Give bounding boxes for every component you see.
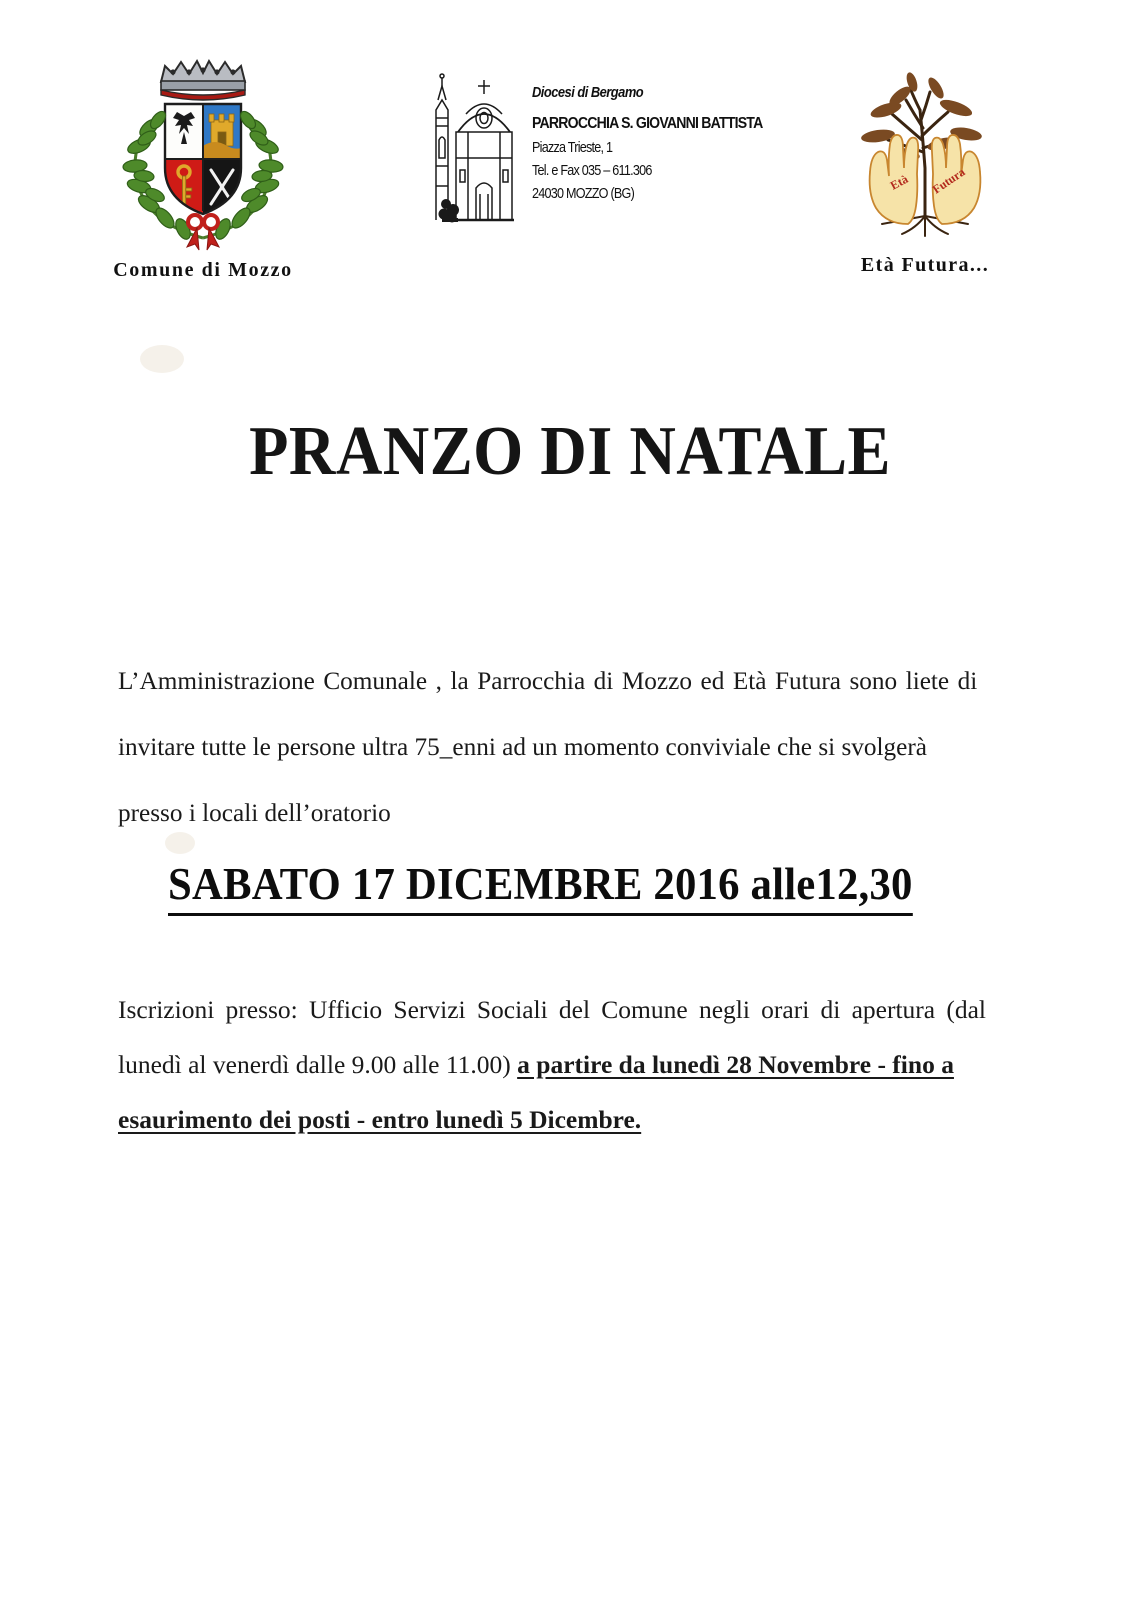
palm-word-left: Età <box>887 171 911 193</box>
registration-paragraph-tail <box>118 1092 986 1147</box>
scan-smudge <box>140 345 184 373</box>
diocese-label: Diocesi di Bergamo <box>532 84 644 101</box>
coat-of-arms-icon <box>103 48 303 253</box>
invitation-block <box>118 648 986 846</box>
hands-with-sapling-icon <box>830 48 1020 248</box>
association-logo-block <box>805 48 1045 277</box>
registration-emphasis-first: a partire da lunedì 28 Novembre - fino a <box>517 1050 954 1079</box>
registration-emphasis-second: esaurimento dei posti - entro lunedì 5 Dicembre. <box>118 1105 642 1134</box>
invitation-paragraph: L’Amministrazione Comunale , la Parrocchia di Mozzo ed Età Futura sono liete di invitare tutte le persone ultra 75_enni ad un momento conviviale che si svolgerà <box>118 666 978 761</box>
registration-paragraph <box>118 982 986 1092</box>
page-title: PRANZO DI NATALE <box>249 413 891 490</box>
municipality-logo-block <box>78 48 328 282</box>
letterhead <box>0 0 1140 320</box>
church-icon <box>424 62 520 232</box>
palm-word-right: Futura <box>929 164 968 197</box>
parish-phone: Tel. e Fax 035 – 611.306 <box>532 162 652 179</box>
registration-block <box>118 982 986 1147</box>
association-caption: Età Futura... <box>860 254 990 276</box>
ribbon <box>187 215 219 250</box>
venue-paragraph: presso i locali dell’oratorio <box>118 798 391 827</box>
parish-city: 24030 MOZZO (BG) <box>532 185 635 202</box>
municipality-caption: Comune di Mozzo <box>113 259 293 281</box>
parish-address: Piazza Trieste, 1 <box>532 139 613 156</box>
parish-name: PARROCCHIA S. GIOVANNI BATTISTA <box>532 115 763 132</box>
parish-letterhead <box>424 62 794 232</box>
event-date-line: SABATO 17 DICEMBRE 2016 alle12,30 <box>168 858 913 916</box>
registration-intro: Iscrizioni presso: Ufficio Servizi Sociali del Comune negli orari di apertura (dal lunedì al venerdì dalle 9.00 alle 11.00) <box>118 995 986 1079</box>
